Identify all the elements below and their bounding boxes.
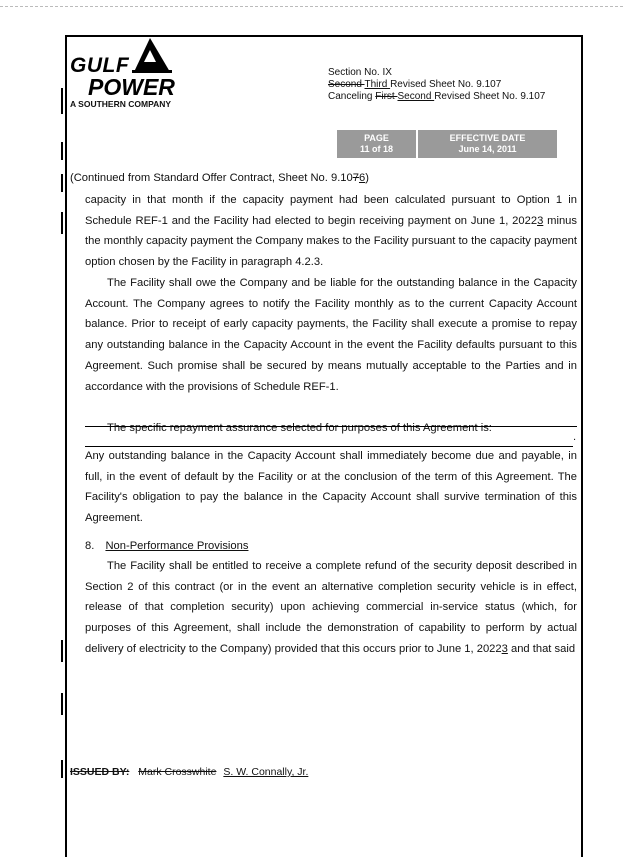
paragraph-liability: The Facility shall owe the Company and be liable for the outstanding balance in the Capacity Account. The Company agrees to notify the Facility monthly as to the current Capacity Account balance. Prior to receipt of early capacity payments, the Facility shall execute a promise to repay any outstanding balance in the Capacity Account in the event the Facility defaults pursuant to this Agreement. Such promise shall be secured by means mutually acceptable to the Parties and in accordance with the provisions of Schedule REF-1. bbox=[85, 277, 577, 393]
inserted-text: 3 bbox=[537, 214, 544, 227]
triangle-logo-icon bbox=[132, 36, 172, 74]
inserted-text: Third bbox=[364, 79, 391, 90]
section-title: Non-Performance Provisions bbox=[105, 540, 249, 552]
inserted-text: 6 bbox=[358, 172, 366, 184]
inserted-text: 3 bbox=[501, 642, 508, 655]
canceling-prefix: Canceling bbox=[328, 91, 376, 102]
logo-word-power: POWER bbox=[88, 74, 175, 100]
paragraph-outstanding-balance: Any outstanding balance in the Capacity Account shall immediately become due and payable, in full, in the event of default by the Facility or at the conclusion of the term of this Agreement. The Facility's obligation to pay the balance in the Capacity Account shall survive termination of this Agreement. bbox=[85, 450, 577, 525]
struck-text: Mark Crosswhite bbox=[138, 766, 217, 778]
continued-text: (Continued from Standard Offer Contract, Sheet No. 9.10 bbox=[70, 172, 353, 184]
issued-by bbox=[70, 766, 308, 778]
revision-bar bbox=[61, 142, 63, 160]
effective-date-box bbox=[418, 130, 557, 158]
paragraph-repayment: The specific repayment assurance selected for purposes of this Agreement is: bbox=[107, 422, 492, 434]
struck-text: First bbox=[375, 91, 398, 102]
effective-date-value: June 14, 2011 bbox=[458, 144, 517, 154]
logo-tagline: A SOUTHERN COMPANY bbox=[70, 99, 172, 109]
paragraph-non-performance bbox=[85, 556, 577, 660]
struck-text: 7 bbox=[352, 172, 359, 184]
revision-bar bbox=[61, 640, 63, 662]
struck-text: Second bbox=[328, 79, 365, 90]
blank-fill-line bbox=[85, 426, 577, 427]
revision-bar bbox=[61, 693, 63, 715]
revision-bar bbox=[61, 760, 63, 778]
inserted-text: S. W. Connally, Jr. bbox=[223, 766, 309, 778]
inserted-text: Second bbox=[397, 91, 435, 102]
gulf-power-logo bbox=[70, 36, 190, 116]
paragraph-text: capacity in that month if the capacity payment had been calculated pursuant to Option 1 in Schedule REF-1 and the Facility had elected to begin receiving payment on June 1, 2022 bbox=[85, 194, 577, 227]
revision-bar bbox=[61, 88, 63, 114]
section-number: Section No. IX bbox=[328, 67, 392, 78]
line-period: . bbox=[573, 431, 577, 443]
section-number: 8. bbox=[85, 540, 95, 552]
page-box bbox=[337, 130, 416, 158]
paragraph-text: and that said bbox=[507, 642, 576, 655]
section-heading bbox=[85, 540, 248, 552]
issued-label: ISSUED BY: bbox=[70, 766, 130, 778]
canceling-rest: Revised Sheet No. 9.107 bbox=[434, 91, 546, 102]
revision-bar bbox=[61, 174, 63, 192]
continued-close: ) bbox=[365, 172, 369, 184]
continued-note bbox=[70, 172, 369, 184]
effective-date-label: EFFECTIVE DATE bbox=[449, 133, 526, 143]
paragraph-capacity bbox=[85, 190, 577, 273]
revision-bar bbox=[61, 212, 63, 234]
page-label: PAGE bbox=[364, 133, 389, 143]
logo-word-gulf: GULF bbox=[70, 54, 130, 77]
canceling-sheet bbox=[328, 90, 545, 104]
top-edge-line bbox=[0, 6, 623, 7]
paragraph-text: The Facility shall be entitled to receive a complete refund of the security deposit described in Section 2 of this contract (or in the event an alternative completion security vehicle is in effect, release of that completion security) upon achieving commercial in-service status (which, for purposes of this Agreement, shall include the demonstration of capability to perform by actual delivery of electricity to the Company) provided that this occurs prior to June 1, 2022 bbox=[85, 560, 577, 655]
sheet-number-rest: Revised Sheet No. 9.107 bbox=[390, 79, 502, 90]
paragraph-text: minus the monthly capacity payment the Company makes to the Facility pursuant to the capacity payment option chosen by the Facility in paragraph 4.2.3. bbox=[85, 214, 577, 269]
page-value: 11 of 18 bbox=[359, 144, 394, 154]
